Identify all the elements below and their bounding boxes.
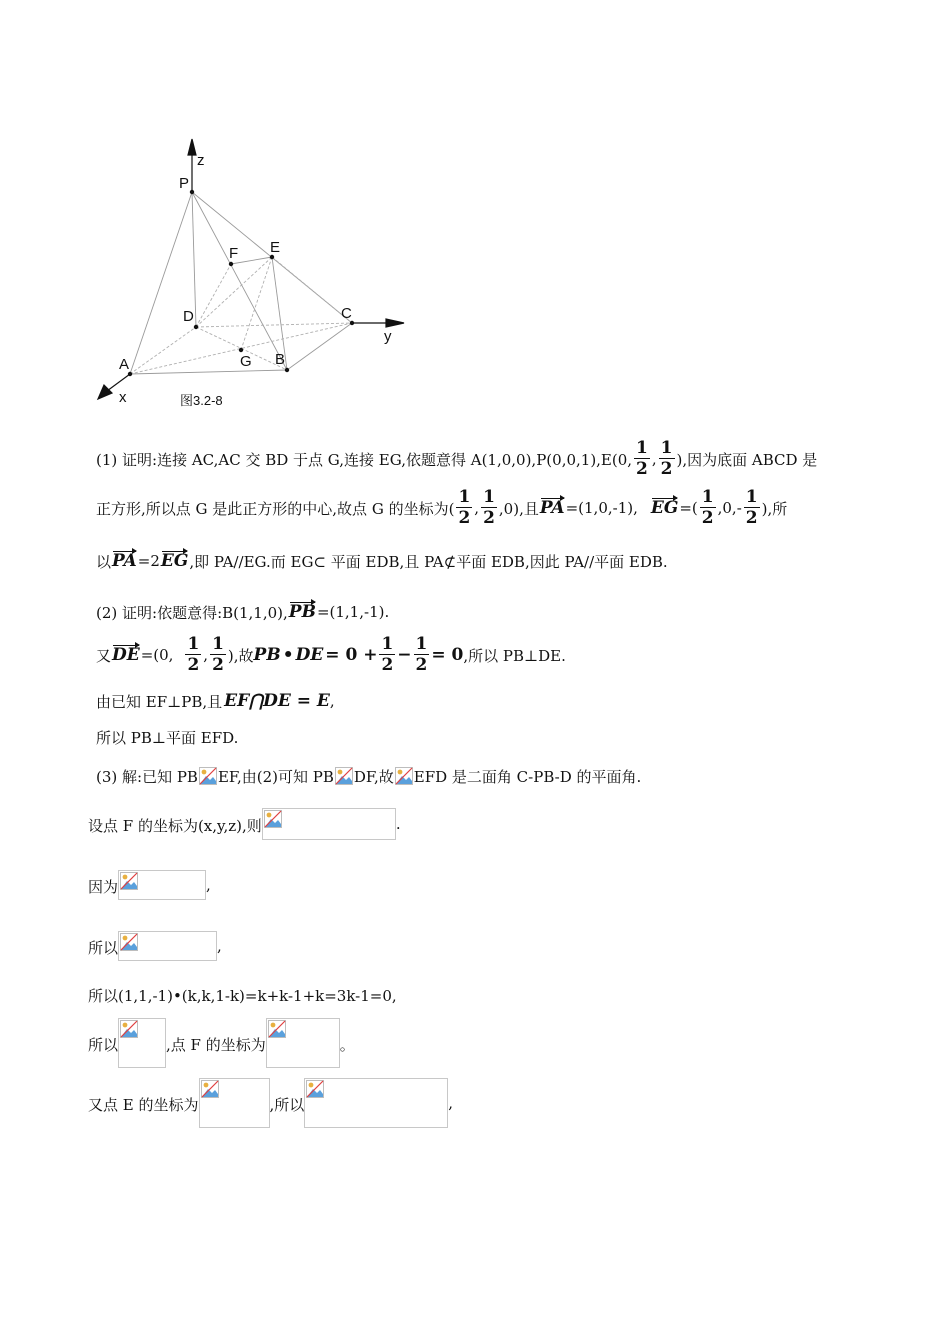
text: =(: [679, 499, 698, 517]
text: ,即 PA//EG.而 EG⊂ 平面 EDB,且 PA⊄平面 EDB,因此 PA//平面 EDB.: [189, 552, 668, 571]
point-G: [239, 348, 243, 352]
label-G: G: [240, 353, 252, 370]
text: 设点 F 的坐标为(x,y,z),则: [88, 817, 262, 835]
text: 又点 E 的坐标为: [88, 1096, 199, 1114]
fraction-half: $\frac{1}{2}$: [381, 634, 394, 675]
text: ,: [448, 1094, 454, 1112]
text: =2: [137, 552, 160, 570]
text: 因为: [88, 878, 119, 896]
fraction-half: $\frac{1}{2}$: [187, 634, 200, 675]
part3-line2: [88, 808, 401, 840]
text: =(1,1,-1).: [316, 603, 390, 621]
broken-image-icon: [201, 1080, 219, 1098]
broken-image-icon: [264, 810, 282, 828]
label-A: A: [119, 356, 130, 373]
text: ,所以 PB⊥DE.: [463, 646, 566, 665]
text: 又: [96, 646, 112, 665]
edge-PD: [192, 192, 196, 327]
broken-image-icon: [120, 1020, 138, 1038]
label-z: z: [197, 152, 205, 169]
part1-line2: [96, 485, 787, 531]
part2-line1: [96, 597, 389, 627]
text: 所以: [88, 1036, 119, 1054]
image-placeholder: [266, 1018, 340, 1068]
broken-image-icon: [199, 767, 217, 785]
text: ,0,-: [717, 499, 742, 517]
label-D: D: [183, 308, 194, 325]
x-axis-arrow: [98, 385, 112, 399]
text: EFD 是二面角 C-PB-D 的平面角.: [413, 767, 642, 786]
text: ),所: [761, 499, 788, 518]
part1-line3: [96, 546, 668, 576]
part2-line2: [96, 632, 566, 678]
label-F: F: [229, 245, 239, 262]
broken-image-icon: [306, 1080, 324, 1098]
part3-line5: [88, 983, 397, 1007]
part1-line1: [96, 436, 817, 482]
text: =(1,0,-1),: [565, 499, 638, 517]
text: 所以(1,1,-1)•(k,k,1-k)=k+k-1+k=3k-1=0,: [88, 986, 397, 1005]
text: =(0,: [140, 646, 174, 664]
label-B: B: [275, 351, 286, 368]
text: 由已知 EF⊥PB,且: [96, 692, 223, 711]
dot-operator: •: [282, 645, 294, 665]
edge-PA: [130, 192, 192, 374]
y-axis-arrow: [386, 319, 404, 327]
text: 正方形,所以点 G 是此正方形的中心,故点 G 的坐标为(: [96, 499, 455, 518]
text: ,: [203, 646, 209, 664]
edge-DC: [196, 323, 352, 327]
text: (1) 证明:连接 AC,AC 交 BD 于点 G,连接 EG,依题意得 A(1,0,0),P(0,0,1),E(0,: [96, 450, 633, 469]
broken-image-icon: [120, 872, 138, 890]
part3-line6: [88, 1018, 355, 1068]
part3-line1: [96, 763, 641, 789]
text: ,: [651, 450, 657, 468]
part3-line4: [88, 931, 222, 961]
broken-image-icon: [395, 767, 413, 785]
z-axis-arrow: [188, 139, 196, 155]
broken-image-icon: [120, 933, 138, 951]
vector-PB: PB: [288, 602, 316, 622]
text: ,: [474, 499, 480, 517]
image-placeholder: [118, 870, 206, 900]
geometry-figure: [92, 135, 422, 415]
text: = 0: [431, 645, 464, 665]
text: .: [395, 815, 401, 833]
part3-line3: [88, 870, 211, 900]
vector-EG: EG: [650, 498, 679, 518]
fraction-half: $\frac{1}{2}$: [701, 487, 714, 528]
fraction-half: $\frac{1}{2}$: [483, 487, 495, 528]
edge-AD: [130, 327, 196, 374]
text: (2) 证明:依题意得:B(1,1,0),: [96, 603, 288, 622]
text: ),因为底面 ABCD 是: [676, 450, 818, 469]
image-placeholder: [118, 931, 217, 961]
fraction-half: $\frac{1}{2}$: [745, 487, 758, 528]
text: ,: [217, 937, 222, 955]
figure-caption: 图3.2-8: [180, 393, 223, 408]
fraction-half: $\frac{1}{2}$: [636, 438, 648, 479]
fraction-half: $\frac{1}{2}$: [212, 634, 224, 675]
text: 所以 PB⊥平面 EFD.: [96, 728, 239, 747]
part3-line7: [88, 1078, 453, 1128]
edge-AB: [130, 370, 287, 374]
point-F: [229, 262, 233, 266]
equation-EF-cap-DE: EF⋂DE = E: [224, 691, 330, 711]
edge-BC: [287, 323, 352, 370]
text: 以: [96, 552, 112, 571]
text: (3) 解:已知 PB: [96, 767, 198, 786]
text: 所以: [88, 939, 119, 957]
pyramid-diagram: [92, 135, 422, 415]
fraction-half: $\frac{1}{2}$: [660, 438, 673, 479]
fraction-half: $\frac{1}{2}$: [458, 487, 471, 528]
text: ,所以: [269, 1096, 305, 1114]
point-D: [194, 325, 198, 329]
image-placeholder: [118, 1018, 166, 1068]
vector-PB-dot: PB: [253, 645, 281, 665]
text: EF,由(2)可知 PB: [217, 767, 334, 786]
edge-PB: [192, 192, 287, 370]
point-B: [285, 368, 289, 372]
broken-image-icon: [268, 1020, 286, 1038]
text: 。: [339, 1036, 355, 1054]
label-x: x: [119, 389, 127, 406]
text: −: [397, 645, 412, 665]
label-C: C: [341, 305, 352, 322]
image-placeholder: [199, 1078, 270, 1128]
image-placeholder: [262, 808, 396, 840]
vector-DE-dot: DE: [295, 645, 324, 665]
label-y: y: [384, 328, 392, 345]
text: ),故: [227, 646, 254, 665]
text: ,点 F 的坐标为: [166, 1036, 266, 1054]
part2-line3: [96, 686, 335, 716]
broken-image-icon: [335, 767, 353, 785]
text: ,: [206, 876, 211, 894]
edge-DF: [196, 264, 231, 327]
text: ,0),且: [498, 499, 539, 518]
point-P: [190, 190, 194, 194]
vector-DE: DE: [112, 645, 140, 665]
vector-PA: PA: [112, 551, 137, 571]
image-placeholder: [304, 1078, 448, 1128]
text: DF,故: [353, 767, 394, 786]
part2-line4: [96, 722, 238, 752]
vector-EG: EG: [160, 551, 189, 571]
text: ,: [329, 692, 335, 710]
label-E: E: [270, 239, 281, 256]
label-P: P: [179, 175, 190, 192]
text: = 0 +: [325, 645, 378, 665]
vector-PA: PA: [539, 498, 565, 518]
fraction-half: $\frac{1}{2}$: [415, 634, 428, 675]
